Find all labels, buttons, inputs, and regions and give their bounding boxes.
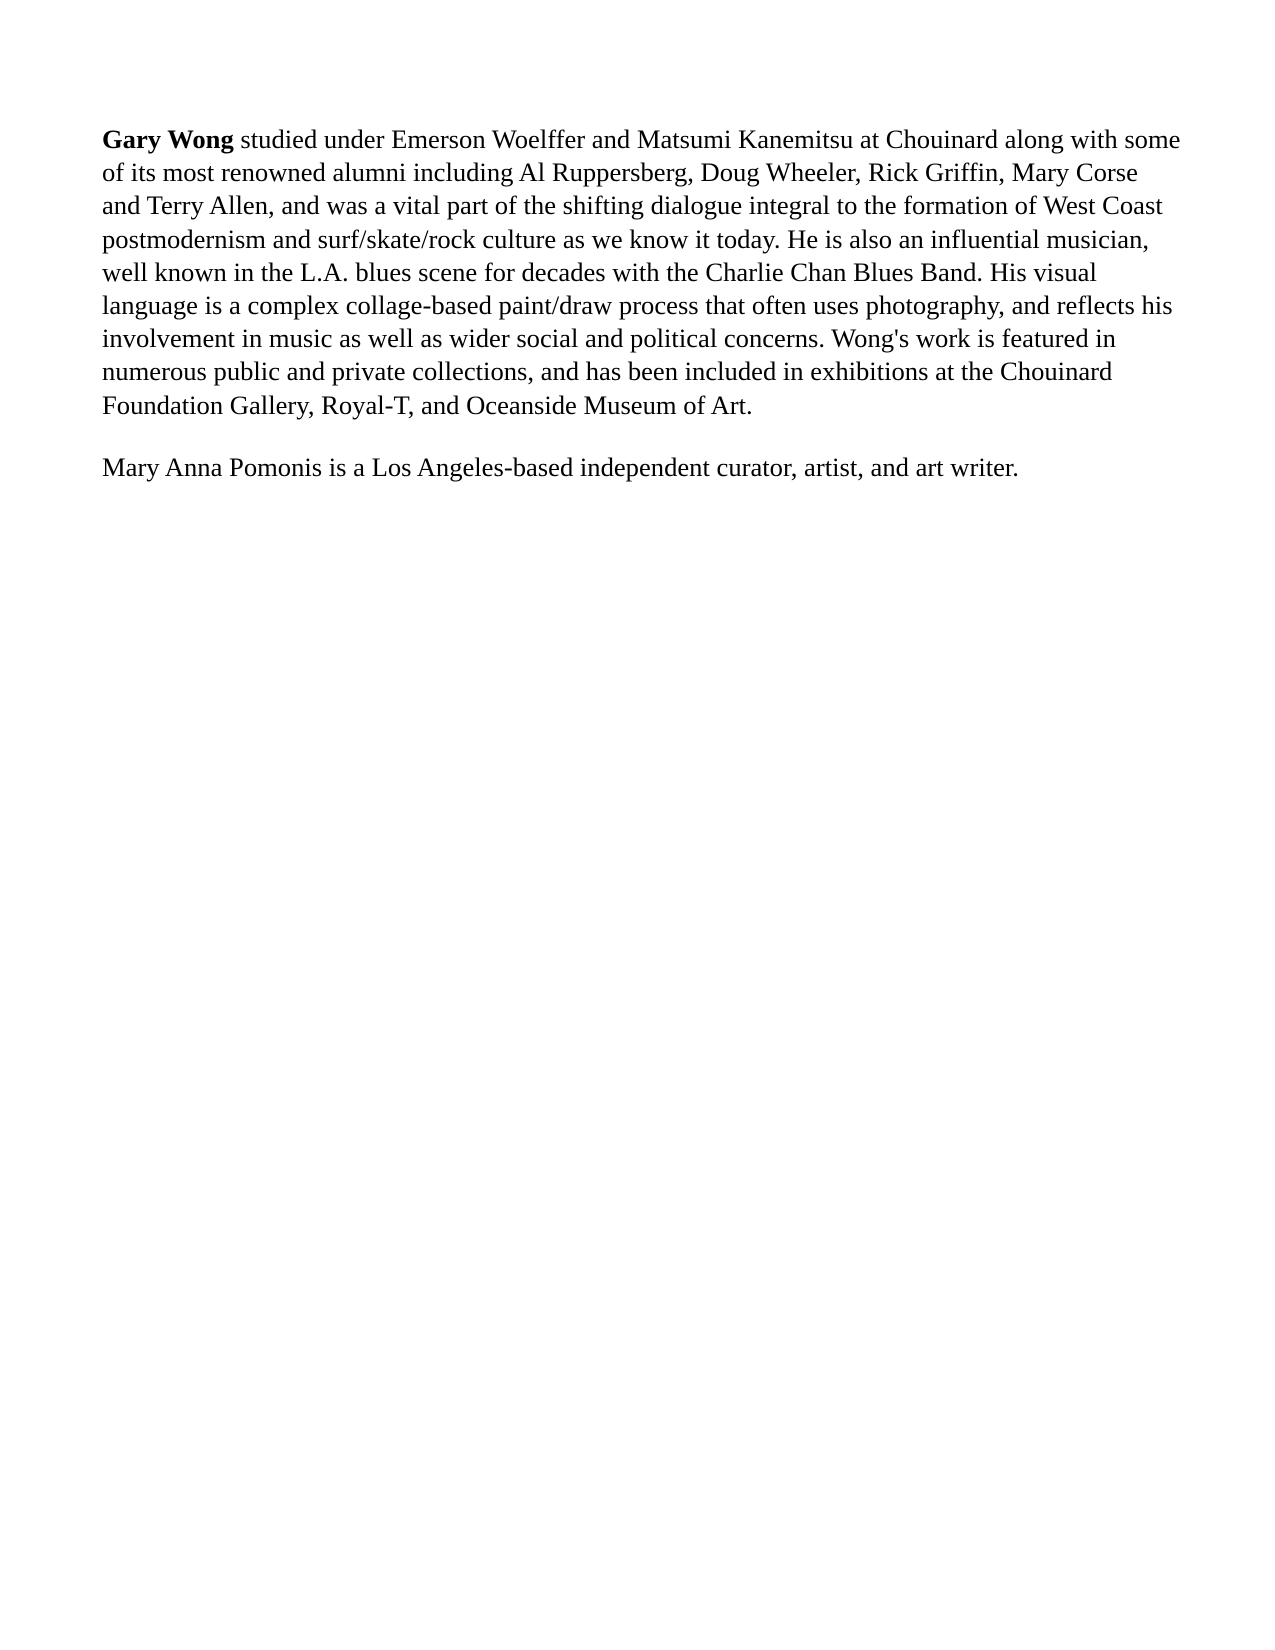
author-note: Mary Anna Pomonis is a Los Angeles-based independent curator, artist, and art writer.	[102, 451, 1019, 482]
bio-paragraph	[102, 123, 1182, 422]
document-page	[102, 123, 1182, 484]
bio-text: studied under Emerson Woelffer and Matsumi Kanemitsu at Chouinard along with some of its most renowned alumni including Al Ruppersberg, Doug Wheeler, Rick Griffin, Mary Corse and Terry Allen, and was a vital part of the shifting dialogue integral to the formation of West Coast postmodernism and surf/skate/rock culture as we know it today. He is also an influential musician, well known in the L.A. blues scene for decades with the Charlie Chan Blues Band. His visual language is a complex collage-based paint/draw process that often uses photography, and reflects his involvement in music as well as wider social and political concerns. Wong's work is featured in numerous public and private collections, and has been included in exhibitions at the Chouinard Foundation Gallery, Royal-T, and Oceanside Museum of Art.	[102, 124, 1181, 420]
artist-name: Gary Wong	[102, 124, 234, 154]
